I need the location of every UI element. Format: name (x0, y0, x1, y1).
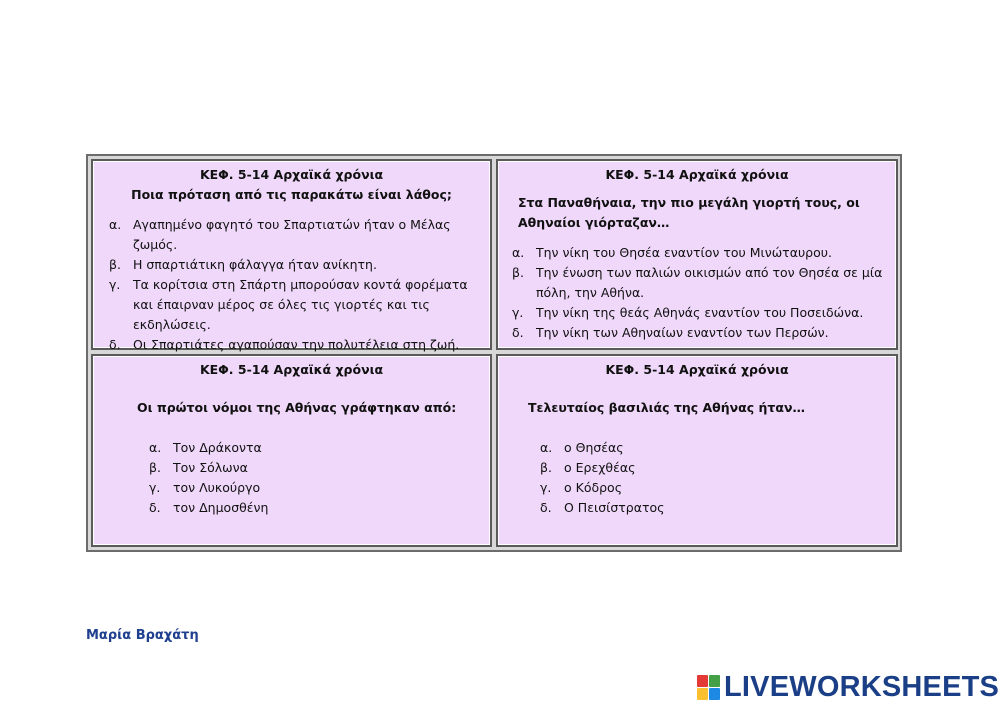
option-item (512, 303, 892, 323)
option-letter: γ. (512, 305, 524, 320)
option-text: Τα κορίτσια στη Σπάρτη μπορούσαν κοντά φορέματα και έπαιρναν μέρος σε όλες τις γιορτές και τις εκδηλώσεις. (133, 277, 468, 332)
logo-tile (697, 675, 708, 687)
option-text: Την ένωση των παλιών οικισμών από τον Θησέα σε μία πόλη, την Αθήνα. (536, 265, 883, 300)
option-item (512, 243, 892, 263)
card-header: ΚΕΦ. 5-14 Αρχαϊκά χρόνια (199, 167, 384, 182)
option-letter: β. (540, 460, 552, 475)
option-item (540, 438, 840, 458)
option-letter: γ. (109, 277, 121, 292)
option-list (540, 438, 840, 518)
quiz-card-1 (91, 159, 492, 350)
card-question: Στα Παναθήναια, την πιο μεγάλη γιορτή τους, οι Αθηναίοι γιόρταζαν… (518, 195, 860, 230)
option-text: ο Ερεχθέας (564, 460, 636, 475)
liveworksheets-logo-icon (697, 675, 720, 700)
option-letter: γ. (149, 480, 161, 495)
option-letter: β. (149, 460, 161, 475)
logo-tile (697, 688, 708, 700)
quiz-card-grid (86, 154, 902, 552)
option-text: τον Λυκούργο (173, 480, 261, 495)
logo-tile (709, 675, 720, 687)
brand-wordmark: LIVEWORKSHEETS (724, 670, 1000, 703)
option-letter: α. (109, 217, 122, 232)
option-item (149, 458, 449, 478)
option-letter: δ. (540, 500, 552, 515)
option-text: Η σπαρτιάτικη φάλαγγα ήταν ανίκητη. (133, 257, 377, 272)
quiz-card-2 (496, 159, 898, 350)
option-text: ο Θησέας (564, 440, 624, 455)
option-text: ο Κόδρος (564, 480, 623, 495)
option-text: Αγαπημένο φαγητό του Σπαρτιατών ήταν ο Μέλας ζωμός. (133, 217, 451, 252)
option-item (109, 335, 485, 355)
card-question: Ποια πρόταση από τις παρακάτω είναι λάθος; (131, 187, 452, 202)
author-name: Μαρία Βραχάτη (86, 628, 199, 643)
option-letter: γ. (540, 480, 552, 495)
option-text: Οι Σπαρτιάτες αγαπούσαν την πολυτέλεια στη ζωή. (133, 337, 460, 352)
option-list (149, 438, 449, 518)
option-letter: δ. (512, 325, 524, 340)
option-text: τον Δημοσθένη (173, 500, 269, 515)
option-list (512, 243, 892, 343)
card-header: ΚΕΦ. 5-14 Αρχαϊκά χρόνια (199, 362, 384, 377)
card-question: Οι πρώτοι νόμοι της Αθήνας γράφτηκαν από: (137, 400, 457, 415)
quiz-card-4 (496, 354, 898, 547)
card-header: ΚΕΦ. 5-14 Αρχαϊκά χρόνια (605, 362, 789, 377)
option-item (149, 498, 449, 518)
option-list (109, 215, 485, 355)
option-item (540, 498, 840, 518)
option-item (149, 478, 449, 498)
logo-tile (709, 688, 720, 700)
option-item (512, 263, 892, 303)
option-letter: α. (149, 440, 162, 455)
option-text: Τον Δράκοντα (173, 440, 262, 455)
option-letter: β. (109, 257, 121, 272)
option-item (512, 323, 892, 343)
option-item (109, 255, 485, 275)
option-letter: α. (512, 245, 525, 260)
option-item (109, 215, 485, 255)
option-letter: β. (512, 265, 524, 280)
option-text: Τον Σόλωνα (173, 460, 248, 475)
option-item (149, 438, 449, 458)
card-question: Τελευταίος βασιλιάς της Αθήνας ήταν… (528, 400, 805, 415)
option-text: Ο Πεισίστρατος (564, 500, 665, 515)
option-item (540, 458, 840, 478)
option-text: Την νίκη της θεάς Αθηνάς εναντίον του Ποσειδώνα. (536, 305, 864, 320)
option-text: Την νίκη των Αθηναίων εναντίον των Περσών. (536, 325, 829, 340)
quiz-card-3 (91, 354, 492, 547)
option-text: Την νίκη του Θησέα εναντίον του Μινώταυρου. (536, 245, 832, 260)
option-letter: δ. (149, 500, 161, 515)
option-item (540, 478, 840, 498)
option-letter: α. (540, 440, 553, 455)
liveworksheets-brand[interactable] (697, 672, 999, 702)
option-item (109, 275, 485, 335)
card-header: ΚΕΦ. 5-14 Αρχαϊκά χρόνια (605, 167, 789, 182)
option-letter: δ. (109, 337, 121, 352)
